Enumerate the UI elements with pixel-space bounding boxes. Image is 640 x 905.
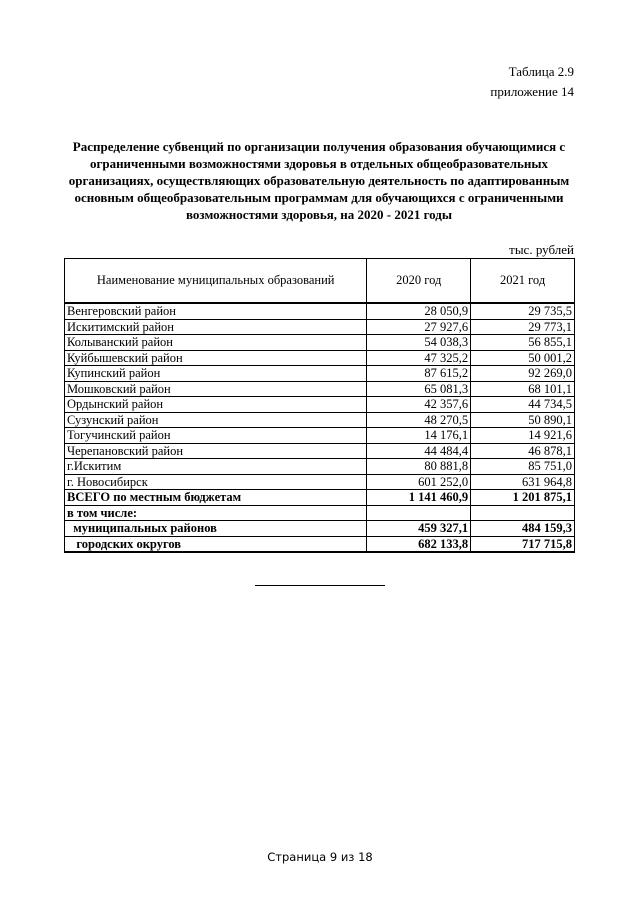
municipality-name: Черепановский район — [65, 443, 367, 459]
total-2021: 1 201 875,1 — [471, 490, 575, 506]
appendix-label: приложение 14 — [490, 84, 574, 99]
municipal-districts-text: муниципальных районов — [73, 521, 217, 535]
table-row — [65, 335, 575, 351]
title-line: ограниченными возможностями здоровья в отдельных общеобразовательных — [89, 156, 549, 171]
value-2020: 65 081,3 — [367, 381, 471, 397]
column-header-2020: 2020 год — [367, 259, 471, 304]
municipal-2020: 459 327,1 — [367, 521, 471, 537]
table-row — [65, 381, 575, 397]
table-row — [65, 412, 575, 428]
table-row — [65, 366, 575, 382]
total-2020: 1 141 460,9 — [367, 490, 471, 506]
municipality-name: Ордынский район — [65, 397, 367, 413]
value-2020: 48 270,5 — [367, 412, 471, 428]
municipality-name: Тогучинский район — [65, 428, 367, 444]
value-2021: 44 734,5 — [471, 397, 575, 413]
separator-line — [255, 585, 385, 586]
value-2021: 631 964,8 — [471, 474, 575, 490]
value-2021: 29 735,5 — [471, 303, 575, 319]
table-reference — [490, 62, 574, 102]
value-2020: 27 927,6 — [367, 319, 471, 335]
subvention-table — [64, 258, 575, 553]
table-row — [65, 319, 575, 335]
value-2021: 50 001,2 — [471, 350, 575, 366]
table-row — [65, 303, 575, 319]
municipality-name: Сузунский район — [65, 412, 367, 428]
value-2020: 42 357,6 — [367, 397, 471, 413]
table-row — [65, 350, 575, 366]
municipality-name: г.Искитим — [65, 459, 367, 475]
including-row — [65, 505, 575, 521]
units-label: тыс. рублей — [509, 242, 574, 257]
table-header-row — [65, 259, 575, 304]
table-row — [65, 443, 575, 459]
urban-districts-row — [65, 536, 575, 552]
value-2021: 68 101,1 — [471, 381, 575, 397]
including-label: в том числе: — [65, 505, 367, 521]
value-2020: 80 881,8 — [367, 459, 471, 475]
total-row — [65, 490, 575, 506]
value-2021: 85 751,0 — [471, 459, 575, 475]
document-title — [64, 138, 574, 223]
empty-cell — [367, 505, 471, 521]
table-row — [65, 459, 575, 475]
urban-2020: 682 133,8 — [367, 536, 471, 552]
title-line: основным общеобразовательным программам для обучающихся с ограниченными — [74, 190, 564, 205]
urban-districts-text: городских округов — [76, 536, 182, 551]
municipality-name: Искитимский район — [65, 319, 367, 335]
column-header-name: Наименование муниципальных образований — [65, 259, 367, 304]
municipal-districts-label — [65, 521, 367, 537]
total-label: ВСЕГО по местным бюджетам — [65, 490, 367, 506]
municipality-name: г. Новосибирск — [65, 474, 367, 490]
urban-districts-label — [65, 536, 367, 552]
table-row — [65, 397, 575, 413]
municipality-name: Мошковский район — [65, 381, 367, 397]
table-number: Таблица 2.9 — [508, 64, 574, 79]
value-2020: 87 615,2 — [367, 366, 471, 382]
empty-cell — [471, 505, 575, 521]
value-2021: 29 773,1 — [471, 319, 575, 335]
value-2021: 46 878,1 — [471, 443, 575, 459]
table-row — [65, 474, 575, 490]
value-2020: 47 325,2 — [367, 350, 471, 366]
municipality-name: Венгеровский район — [65, 303, 367, 319]
municipality-name: Колыванский район — [65, 335, 367, 351]
page-number: Страница 9 из 18 — [267, 850, 373, 864]
municipality-name: Куйбышевский район — [65, 350, 367, 366]
column-header-2021: 2021 год — [471, 259, 575, 304]
value-2021: 56 855,1 — [471, 335, 575, 351]
value-2021: 14 921,6 — [471, 428, 575, 444]
urban-2021: 717 715,8 — [471, 536, 575, 552]
value-2020: 14 176,1 — [367, 428, 471, 444]
value-2020: 54 038,3 — [367, 335, 471, 351]
title-line: возможностями здоровья, на 2020 - 2021 годы — [185, 207, 452, 222]
value-2020: 44 484,4 — [367, 443, 471, 459]
table-row — [65, 428, 575, 444]
value-2020: 601 252,0 — [367, 474, 471, 490]
municipal-districts-row — [65, 521, 575, 537]
title-line: организациях, осуществляющих образовательную деятельность по адаптированным — [68, 173, 570, 188]
value-2021: 50 890,1 — [471, 412, 575, 428]
title-line: Распределение субвенций по организации получения образования обучающимися с — [72, 139, 566, 154]
value-2020: 28 050,9 — [367, 303, 471, 319]
municipality-name: Купинский район — [65, 366, 367, 382]
municipal-2021: 484 159,3 — [471, 521, 575, 537]
value-2021: 92 269,0 — [471, 366, 575, 382]
